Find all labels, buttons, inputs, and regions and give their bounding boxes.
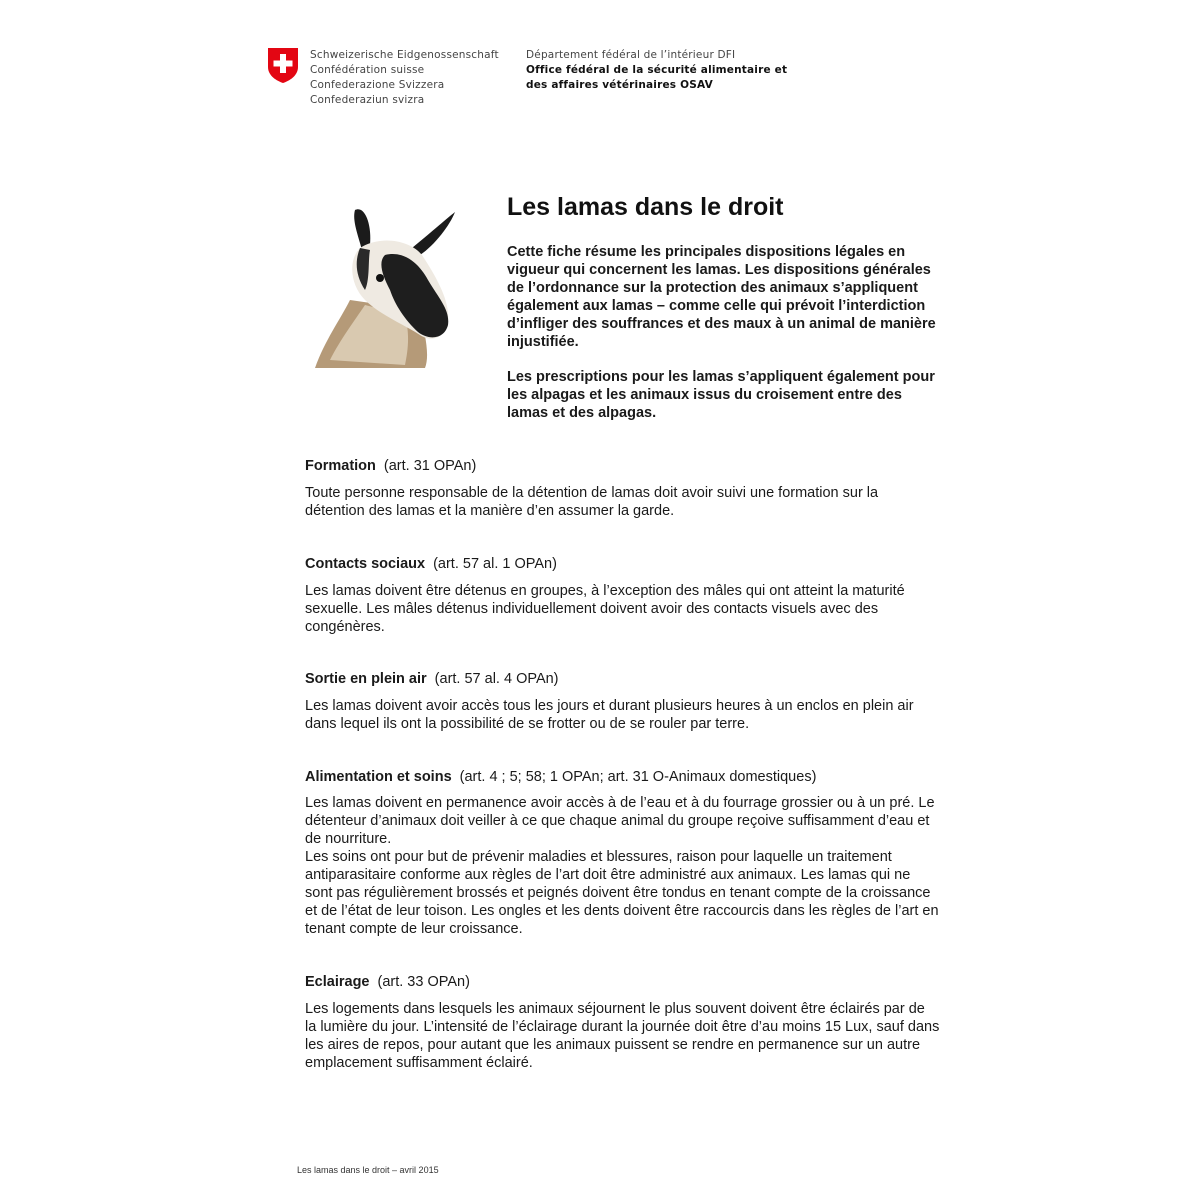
section-reference: (art. 57 al. 1 OPAn) xyxy=(433,556,557,572)
section-heading xyxy=(305,973,940,991)
section-paragraph: Les lamas doivent être détenus en groupes, à l’exception des mâles qui ont atteint la maturité sexuelle. Les mâles détenus individuellement doivent avoir des contacts visuels avec des congénères. xyxy=(305,583,905,635)
section-paragraph: Les soins ont pour but de prévenir maladies et blessures, raison pour laquelle un traitement antiparasitaire conforme aux règles de l’art doit être administré aux animaux. Les lamas qui ne sont pas régulièrement brossés et peignés doivent être tondus en tenant compte de la croissance et de l’état de leur toison. Les ongles et les dents doivent être raccourcis dans les règles de l’art en tenant compte de leur croissance. xyxy=(305,849,939,937)
confederation-name-fr: Confédération suisse xyxy=(310,64,425,76)
section-title: Sortie en plein air xyxy=(305,671,427,687)
section-title: Contacts sociaux xyxy=(305,556,426,572)
section-alimentation-soins xyxy=(305,768,940,938)
intro-paragraph: Les prescriptions pour les lamas s’appliquent également pour les alpagas et les animaux issus du croisement entre des lamas et des alpagas. xyxy=(507,369,935,421)
section-formation xyxy=(305,457,940,520)
confederation-name-it: Confederazione Svizzera xyxy=(310,79,445,91)
confederation-name-rm: Confederaziun svizra xyxy=(310,94,425,106)
department-name: Département fédéral de l’intérieur DFI xyxy=(526,49,736,61)
section-sortie-plein-air xyxy=(305,670,940,733)
section-heading xyxy=(305,670,940,688)
section-heading xyxy=(305,768,940,786)
section-reference: (art. 57 al. 4 OPAn) xyxy=(434,671,559,687)
llama-photo xyxy=(310,200,460,370)
office-name-line2: des affaires vétérinaires OSAV xyxy=(526,79,713,91)
section-reference: (art. 31 OPAn) xyxy=(383,458,477,474)
confederation-names xyxy=(310,48,499,108)
office-name-line1: Office fédéral de la sécurité alimentaire et xyxy=(526,64,788,76)
section-title: Eclairage xyxy=(305,974,370,990)
intro-paragraph: Cette fiche résume les principales dispositions légales en vigueur qui concernent les lamas. Les dispositions générales de l’ordonnance sur la protection des animaux s’appliquent également aux lamas – comme celle qui prévoit l’interdiction d’infliger des souffrances et des maux à un animal de manière injustifiée. xyxy=(507,244,936,350)
section-eclairage xyxy=(305,973,940,1072)
confederation-name-de: Schweizerische Eidgenossenschaft xyxy=(310,49,499,61)
section-heading xyxy=(305,555,940,573)
page-title: Les lamas dans le droit xyxy=(507,193,784,221)
section-contacts-sociaux xyxy=(305,555,940,636)
section-heading xyxy=(305,457,940,475)
swiss-shield-logo xyxy=(267,47,299,84)
section-title: Formation xyxy=(305,458,376,474)
section-paragraph: Toute personne responsable de la détention de lamas doit avoir suivi une formation sur la détention des lamas et la manière d’en assumer la garde. xyxy=(305,485,879,519)
section-paragraph: Les lamas doivent avoir accès tous les jours et durant plusieurs heures à un enclos en plein air dans lequel ils ont la possibilité de se frotter ou de se rouler par terre. xyxy=(305,698,914,732)
section-paragraph: Les lamas doivent en permanence avoir accès à de l’eau et à du fourrage grossier ou à un pré. Le détenteur d’animaux doit veiller à ce que chaque animal du groupe reçoive suffisamment d’eau et de nourriture. xyxy=(305,795,935,847)
section-title: Alimentation et soins xyxy=(305,769,452,785)
section-reference: (art. 33 OPAn) xyxy=(377,974,470,990)
page-footer: Les lamas dans le droit – avril 2015 xyxy=(297,1165,439,1175)
department-info xyxy=(526,48,787,93)
section-paragraph: Les logements dans lesquels les animaux séjournent le plus souvent doivent être éclairés par de la lumière du jour. L’intensité de l’éclairage durant la journée doit être d’au moins 15 Lux, sauf dans les aires de repos, pour autant que les animaux puissent se rendre en permanence sur un autre emplacement suffisamment éclairé. xyxy=(305,1001,940,1071)
section-reference: (art. 4 ; 5; 58; 1 OPAn; art. 31 O-Animaux domestiques) xyxy=(459,769,817,785)
